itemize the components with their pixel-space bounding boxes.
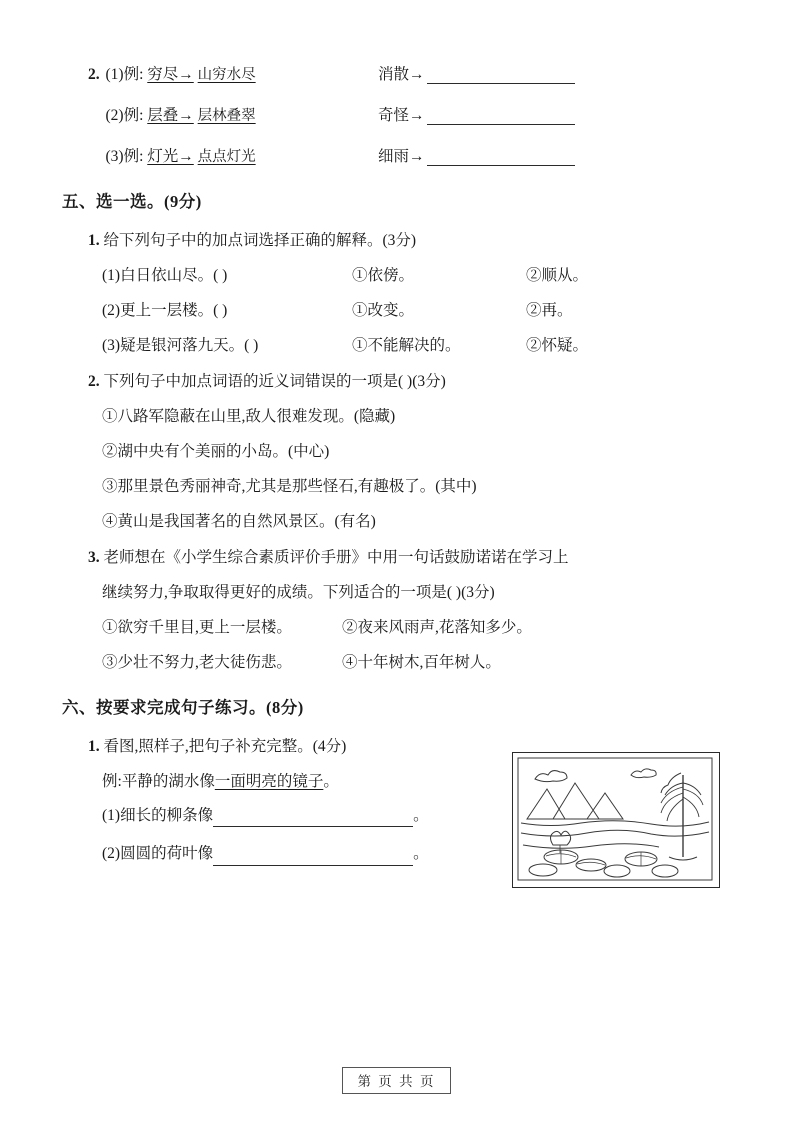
page-footer [0,1067,793,1094]
item-sample-from: 灯光→ [147,148,194,165]
question-stem [102,333,352,355]
example-answer: 一面明亮的镜子 [214,773,324,790]
question-text: 看图,照样子,把句子补充完整。(4分) [103,738,347,755]
option-1[interactable]: ①依傍。 [352,267,415,284]
answer-blank[interactable] [427,68,575,85]
section-heading-five: 五、选一选。(9分) [62,192,202,211]
option-2[interactable]: ②顺从。 [526,267,589,284]
question-5-3 [88,545,714,672]
example-end: 。 [323,773,339,790]
item-sample-to: 点点灯光 [197,149,256,165]
option-item[interactable]: ②湖中央有个美丽的小岛。(中心) [102,443,330,460]
question-text-line1: 老师想在《小学生综合素质评价手册》中用一句话鼓励诺诺在学习上 [103,549,569,566]
option-item[interactable]: ④十年树木,百年树人。 [342,654,501,671]
question-number: 3. [88,549,100,566]
option-1[interactable]: ①改变。 [352,302,415,319]
stem-gap[interactable]: ) [218,267,228,284]
question-5-2 [88,369,714,531]
question-title [88,228,714,250]
question-5-1 [88,228,714,355]
question-number: 2. [88,373,100,390]
option-item[interactable]: ③少壮不努力,老大徒伤悲。 [102,654,292,671]
option-1[interactable]: ①不能解决的。 [352,337,461,354]
answer-blank[interactable] [427,109,575,126]
page-number-label: 第 页 共 页 [342,1067,450,1094]
question-number: 1. [88,232,100,249]
option-item[interactable]: ④黄山是我国著名的自然风景区。(有名) [102,513,376,530]
question-number: 1. [88,738,100,755]
answer-blank[interactable] [213,849,413,866]
example-label: 例: [102,773,122,790]
stem-gap[interactable]: ) [218,302,228,319]
example-text: 平静的湖水像 [121,773,215,790]
exercise-number: 2. [88,66,100,83]
item-sample-to: 层林叠翠 [197,108,256,124]
top-exercise-row [88,103,714,125]
illustration-pond-scene [512,752,720,888]
top-exercise-row [88,144,714,166]
item-prompt: 细雨→ [378,148,425,165]
question-row [102,333,714,355]
stem-gap[interactable]: ) [249,337,259,354]
question-6-1 [88,734,714,866]
item-label: (2)例: [105,107,144,124]
answer-blank[interactable] [213,811,413,828]
option-2[interactable]: ②再。 [526,302,573,319]
question-options-row [102,650,714,672]
item-sample-to: 山穷水尽 [197,67,256,83]
fill-in-label: (2)圆圆的荷叶像 [102,845,214,863]
stem-text: (1)白日依山尽。( [102,267,219,284]
question-stem [102,263,352,285]
item-prompt: 消散→ [378,66,425,83]
fill-in-label: (1)细长的柳条像 [102,807,214,824]
option-2[interactable]: ②怀疑。 [526,337,589,354]
item-sample-from: 穷尽→ [147,66,194,83]
stem-text: (2)更上一层楼。( [102,302,219,319]
page-content [62,62,714,883]
fill-in-end: 。 [413,807,429,824]
option-item[interactable]: ③那里景色秀丽神奇,尤其是那些怪石,有趣极了。(其中) [102,478,477,495]
option-item[interactable]: ①欲穷千里目,更上一层楼。 [102,619,292,636]
top-exercise [88,62,714,166]
item-label: (3)例: [105,148,144,165]
option-item[interactable]: ①八路军隐蔽在山里,敌人很难发现。(隐藏) [102,408,396,425]
question-text-line2[interactable]: 继续努力,争取取得更好的成绩。下列适合的一项是( )(3分) [102,584,495,601]
fill-in-end: 。 [413,845,429,863]
question-title [88,369,714,391]
top-exercise-row [88,62,714,84]
section-heading-six: 六、按要求完成句子练习。(8分) [62,698,304,717]
item-label: (1)例: [105,66,144,83]
option-item[interactable]: ②夜来风雨声,花落知多少。 [342,619,532,636]
question-options-row [102,615,714,637]
question-title [88,545,714,567]
item-prompt: 奇怪→ [378,107,425,124]
answer-blank[interactable] [427,150,575,167]
stem-text: (3)疑是银河落九天。( [102,337,250,354]
question-row [102,263,714,285]
item-sample-from: 层叠→ [147,107,194,124]
question-text[interactable]: 下列句子中加点词语的近义词错误的一项是( )(3分) [103,373,446,390]
question-stem [102,298,352,320]
question-text: 给下列句子中的加点词选择正确的解释。(3分) [103,232,417,249]
question-row [102,298,714,320]
